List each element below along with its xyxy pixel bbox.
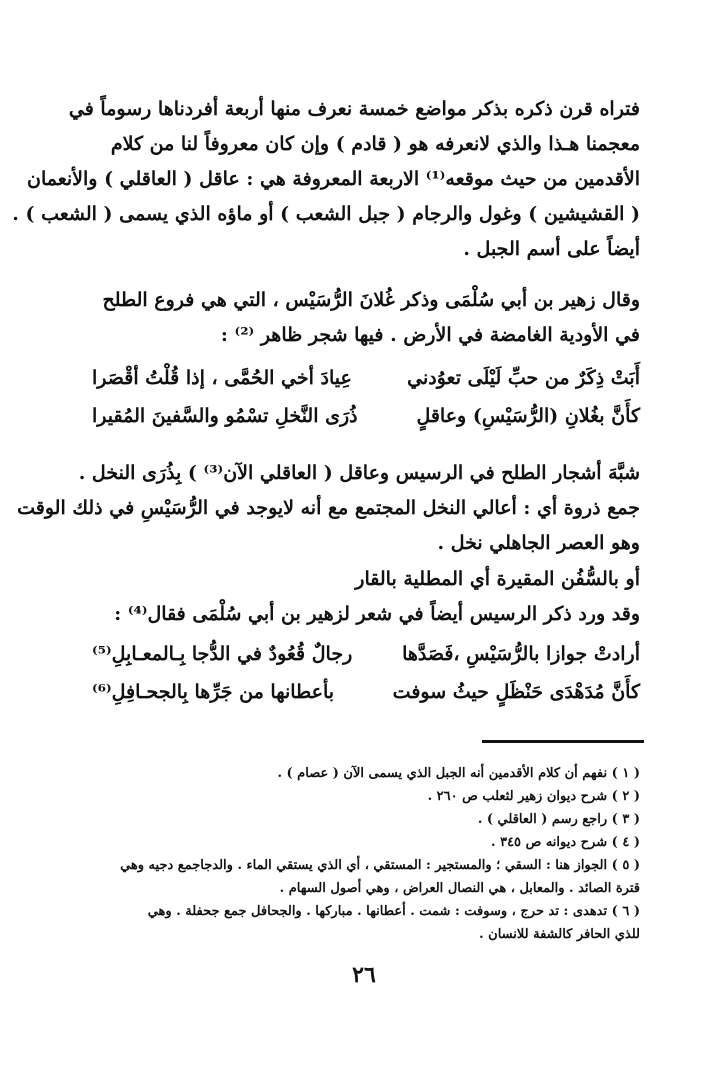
paragraph-line: جمع ذروة أي : أعالي النخل المجتمع مع أنه لايوجد في الرُّسَيْسِ في ذلك الوقت bbox=[17, 497, 640, 519]
paragraph-line: أو بالسُّفُن المقيرة أي المطلية بالقار bbox=[355, 568, 640, 590]
footnote: ( ٣ ) راجع رسم ( العاقلي ) . bbox=[477, 812, 640, 827]
verse-line bbox=[92, 635, 640, 673]
poem-1 bbox=[92, 359, 640, 435]
paragraph-4 bbox=[92, 562, 640, 632]
poem-2 bbox=[92, 635, 640, 711]
paragraph-2 bbox=[92, 283, 640, 353]
paragraph-3 bbox=[17, 456, 640, 561]
footnote-separator bbox=[482, 740, 644, 743]
verse-first-hemistich: كأَنَّ مُدَهْدَى حَنْظَلٍ حيثُ سوفت bbox=[392, 681, 640, 703]
paragraph-1 bbox=[12, 92, 640, 267]
page-number: ٢٦ bbox=[352, 962, 376, 988]
verse-first-hemistich: أرادتْ جوازا بالرُّسَيْسِ ،فَصَدَّها bbox=[402, 643, 640, 665]
paragraph-line: وهو العصر الجاهلي نخل . bbox=[437, 532, 640, 554]
verse-first-hemistich: أَبَتْ ذِكَرٌ من حبِّ لَيْلَى تعوُدني bbox=[407, 367, 640, 389]
paragraph-line: وقال زهير بن أبي سُلْمَى وذكر غُلانَ الرُّسَيْس ، التي هي فروع الطلح bbox=[102, 289, 640, 311]
footnote: ( ١ ) نفهم أن كلام الأقدمين أنه الجبل الذي يسمى الآن ( عصام ) . bbox=[277, 766, 640, 781]
paragraph-line: ( القشيشين ) وغول والرجام ( جبل الشعب ) أو ماؤه الذي يسمى ( الشعب ) . bbox=[12, 203, 640, 225]
verse-second-hemistich: عِيادَ أخي الحُمَّى ، إذا قُلْتُ أقْصَرا bbox=[92, 367, 352, 389]
paragraph-line: وقد ورد ذكر الرسيس أيضاً في شعر لزهير بن أبي سُلْمَى فقال⁽⁴⁾ : bbox=[114, 603, 640, 625]
footnote-continuation: قترة الصائد . والمعابل ، هي النصال العراض ، وهي أصول السهام . bbox=[279, 881, 640, 896]
footnote: ( ٢ ) شرح ديوان زهير لثعلب ص ٢٦٠ . bbox=[427, 789, 640, 804]
footnote: ( ٥ ) الجواز هنا : السقي ؛ والمستجير : المستقي ، أي الذي يستقي الماء . والدجاجمع دجيه وهي bbox=[120, 858, 640, 873]
paragraph-line: شبَّهَ أشجار الطلح في الرسيس وعاقل ( العاقلي الآن⁽³⁾ ) بِذُرَى النخل . bbox=[78, 462, 640, 484]
verse-line bbox=[92, 397, 640, 435]
footnote: ( ٦ ) تدهدى : تد حرج ، وسوفت : شمت . أعطانها . مباركها . والجحافل جمع جحفلة . وهي bbox=[147, 904, 640, 919]
verse-line bbox=[92, 673, 640, 711]
paragraph-line: في الأودية الغامضة في الأرض . فيها شجر ظاهر ⁽²⁾ : bbox=[220, 324, 640, 346]
verse-second-hemistich: بأعطانها من جَرِّها بِالجحـافِلِ⁽⁶⁾ bbox=[92, 681, 335, 703]
footnotes bbox=[92, 762, 640, 946]
footnote-continuation: للذي الحافر كالشفة للانسان . bbox=[479, 927, 640, 942]
paragraph-line: معجمنا هـذا والذي لانعرفه هو ( قادم ) وإن كان معروفاً لنا من كلام bbox=[110, 133, 640, 155]
verse-second-hemistich: ذُرَى النَّخلِ تسْمُو والسَّفينَ المُقيرا bbox=[92, 405, 358, 427]
verse-second-hemistich: رجالٌ قُعُودٌ في الدُّجا بِـالمعـابِلِ⁽⁵⁾ bbox=[92, 643, 353, 665]
paragraph-line: الأقدمين من حيث موقعه⁽¹⁾ الاربعة المعروفة هي : عاقل ( العاقلي ) والأنعمان bbox=[26, 168, 640, 190]
paragraph-line: أيضاً على أسم الجبل . bbox=[463, 238, 640, 260]
verse-first-hemistich: كأَنَّ بغُلانِ (الرُّسَيْسِ) وعاقلٍ bbox=[416, 405, 640, 427]
paragraph-line: فتراه قرن ذكره بذكر مواضع خمسة نعرف منها أربعة أفردناها رسوماً في bbox=[68, 98, 640, 120]
footnote: ( ٤ ) شرح ديوانه ص ٣٤٥ . bbox=[491, 835, 640, 850]
verse-line bbox=[92, 359, 640, 397]
